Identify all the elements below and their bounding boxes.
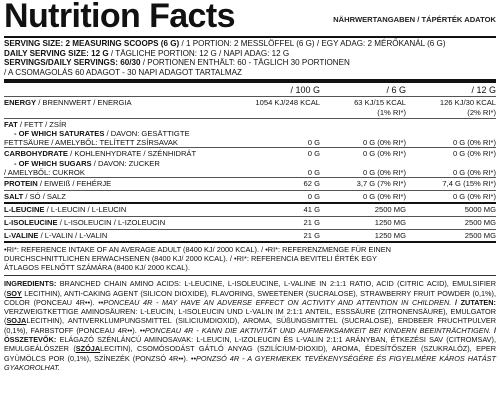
table-row-energy: ENERGY / BRENNWERT / ENERGIA 1054 KJ/248 KCAL 63 KJ/15 KCAL 126 KJ/30 KCAL	[4, 98, 496, 108]
table-row-saturates-values: FETTSÄURE / AMELYBŐL: TELÍTETT ZSÍRSAVAK 0 G 0 G (0% RI*) 0 G (0% RI*)	[4, 137, 496, 147]
serving-size-line: SERVING SIZE: 2 MEASURING SCOOPS (6 G) / 1 PORTION: 2 MESSLÖFFEL (6 G) / EGY ADAG: 2 MÉRŐKANÁL (6 G)	[4, 39, 446, 48]
label-title: Nutrition Facts	[4, 0, 235, 35]
table-row-protein: PROTEIN / EIWEIß / FEHÉRJE 62 G 3,7 G (7% RI*) 7,4 G (15% RI*)	[4, 178, 496, 191]
label-header	[4, 0, 496, 36]
servings-line-2: / A CSOMAGOLÁS 60 ADAGOT - 30 NAPI ADAGOT TARTALMAZ	[4, 67, 242, 77]
ingredients-text: INGREDIENTS: BRANCHED CHAIN AMINO ACIDS: L-LEUCINE, L-ISOLEUCINE, L-VALINE IN 2:1:1 RATIO, ACID (CITRIC ACID), EMULSIFIER (SOY LECITHIN), ANTI-CAKING AGENT (SILICON DIOXIDE), FLAVORING, SWEETENER (SUCRALOSE), STRAWBERRY FRUIT POWDER (0,1%), COLOR (PONCEAU 4R••). ••PONCEAU 4R - MAY HAVE AN ADVERSE EFFECT ON ACTIVITY AND ATTENTION IN CHILDREN. / ZUTATEN: VERZWEIGTKETTIGE AMINOSÄUREN: L-LEUCIN, L-ISOLEUCIN UND L-VALIN IM 2:1:1 ANTEIL, ESSSÄURE (ZITRONENSÄURE), EMULGATOR (SOJALECITHIN), ANTIVERKLUMPUNGSMITTEL (SILICIUMDIOXID), AROMA, SÜßUNGSMITTEL (SUCRALOSE), ERDBEER FRUCHTPULVER (0,1%), FARBSTOFF (PONCEAU 4R••). ••PONCEAU 4R - KANN DIE AKTIVITÄT UND AUFMERKSAMKEIT BEI KINDERN BEEINTRÄCHTIGEN. / ÖSSZETEVŐK: ELÁGAZÓ SZÉNLÁNCÚ AMINOSAVAK: L-LEUCIN, L-IZOLEUCIN ÉS L-VALIN 2:1:1 ARÁNYBAN, ÉTKEZÉSI SAV (CITROMSAV), EMULGEÁLÓSZER (SZÓJALECITIN), CSOMÓSODÁST GÁTLÓ ANYAG (SZILÍCIUM-DIOXID), AROMA, ÉDESÍTŐSZER (SZUKRALÓZ), EPER GYÜMÖLCS POR (0,1%), SZÍNEZÉK (PONZSÓ 4R••). ••PONZSÓ 4R - A GYERMEKEK TEVÉKENYSÉGÉRE ÉS FIGYELMÉRE KÁROS HATÁST GYAKOROLHAT.	[4, 279, 496, 372]
nutrition-label	[4, 0, 496, 372]
label-subtitle: NÄHRWERTANGABEN / TÁPÉRTÉK ADATOK	[333, 15, 496, 24]
daily-serving-line: DAILY SERVING SIZE: 12 G / TÄGLICHE PORTION: 12 G / NAPI ADAG: 12 G	[4, 48, 290, 58]
table-row-sugars: - OF WHICH SUGARS / DAVON: ZUCKER	[14, 158, 160, 168]
table-row-energy-ri: (1% RI*) (2% RI*)	[4, 109, 496, 118]
table-row-isoleucine: L-ISOLEUCINE / L-ISOLEUCIN / L-IZOLEUCIN 21 G 1250 MG 2500 MG	[4, 216, 496, 229]
col-header-12g: / 12 G	[406, 83, 496, 97]
nutrition-table	[4, 83, 496, 243]
table-header-row	[4, 83, 496, 97]
reference-intake-note: •RI*: REFERENCE INTAKE OF AN AVERAGE ADULT (8400 KJ/ 2000 KCAL). / •RI*: REFERENZMENGE FÜR EINEN DURCHSCHNITTLICHEN ERWACHSENEN (8400 KJ/ 2000 KCAL). / •RI*: REFERENCIA BEVITELI ÉRTÉK EGY ÁTLAGOS FELNŐTT SZÁMÁRA (8400 KJ/ 2000 KCAL).	[4, 245, 391, 272]
servings-line: SERVINGS/DAILY SERVINGS: 60/30 / PORTIONEN ENTHÄLT: 60 - TÄGLICH 30 PORTIONEN	[4, 58, 350, 68]
col-header-100g: / 100 G	[200, 83, 320, 97]
table-row-fat: FAT / FETT / ZSÍR	[4, 119, 67, 129]
table-row-saturates: - OF WHICH SATURATES / DAVON: GESÄTTIGTE	[14, 129, 190, 139]
table-row-carbohydrate: CARBOHYDRATE / KOHLENHYDRATE / SZÉNHIDRÁT 0 G 0 G (0% RI*) 0 G (0% RI*)	[4, 149, 496, 159]
serving-info	[4, 38, 496, 77]
table-row-leucine: L-LEUCINE / L-LEUCIN / L-LEUCIN 41 G 2500 MG 5000 MG	[4, 203, 496, 216]
table-row-valine: L-VALINE / L-VALIN / L-VALIN 21 G 1250 MG 2500 MG	[4, 229, 496, 242]
table-row-sugars-values: / AMELYBŐL: CUKROK 0 G 0 G (0% RI*) 0 G (0% RI*)	[4, 167, 496, 177]
col-header-6g: / 6 G	[320, 83, 406, 97]
table-row-salt: SALT / SÓ / SALZ 0 G 0 G (0% RI*) 0 G (0% RI*)	[4, 190, 496, 203]
